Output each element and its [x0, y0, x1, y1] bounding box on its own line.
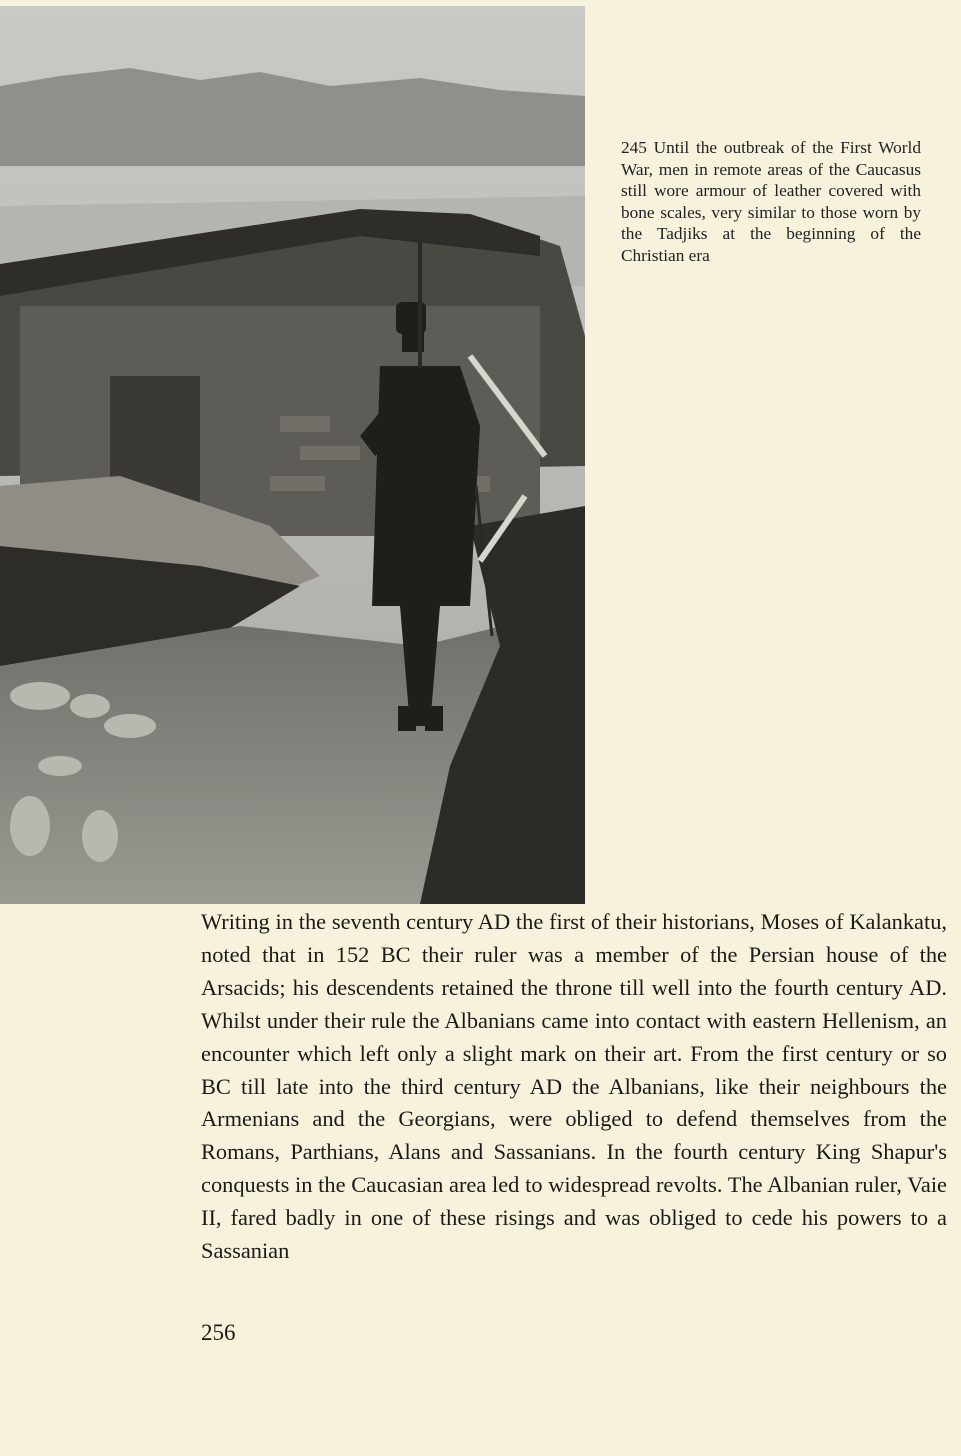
paragraph: Writing in the seventh century AD the first of their historians, Moses of Kalankatu, noted that in 152 BC their ruler was a member of the Persian house of the Arsacids; his descendents retained the throne till well into the fourth century AD. Whilst under their rule the Albanians came into contact with eastern Hellenism, an encounter which left only a slight mark on their art. From the first century or so BC till late into the third century AD the Albanians, like their neighbours the Armenians and the Georgians, were obliged to defend themselves from the Romans, Parthians, Alans and Sassanians. In the fourth century King Shapur's conquests in the Caucasian area led to widespread revolts. The Albanian ruler, Vaie II, fared badly in one of these risings and was obliged to cede his powers to a Sassanian: [201, 909, 947, 1264]
body-text: [201, 906, 947, 1268]
figure-caption: 245 Until the outbreak of the First World War, men in remote areas of the Caucasus still wore armour of leather covered with bone scales, very similar to those worn by the Tadjiks at the beginning of the Christian era: [621, 138, 921, 265]
photo-image: [0, 6, 585, 904]
page-number: 256: [201, 1320, 236, 1345]
photograph-armoured-man: [0, 6, 585, 904]
